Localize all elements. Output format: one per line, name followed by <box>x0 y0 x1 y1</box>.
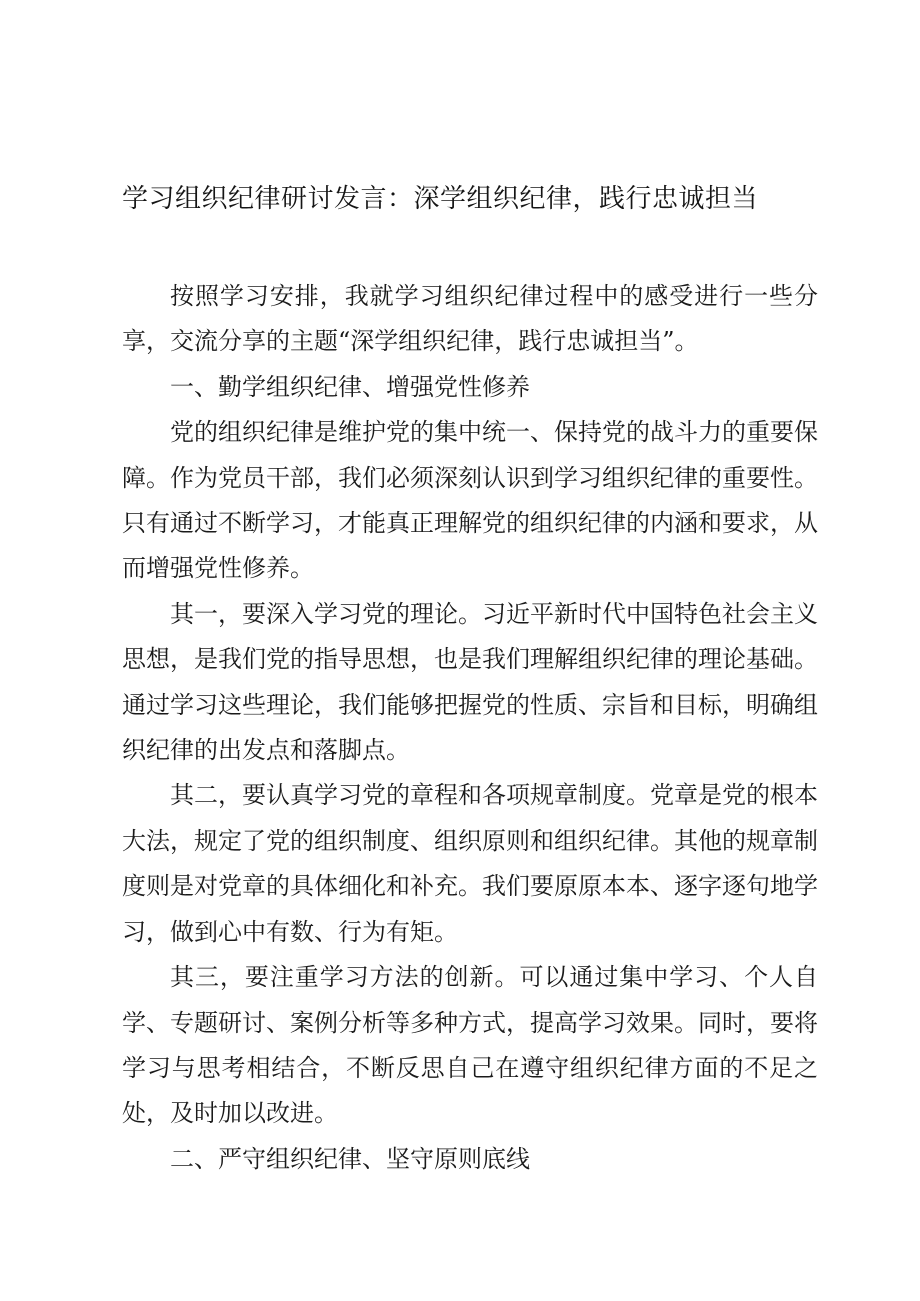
body-paragraph: 其一，要深入学习党的理论。习近平新时代中国特色社会主义思想，是我们党的指导思想，也是我们理解组织纪律的理论基础。通过学习这些理论，我们能够把握党的性质、宗旨和目标，明确组织纪律的出发点和落脚点。 <box>122 599 818 765</box>
section-heading-2: 二、严守组织纪律、坚守原则底线 <box>170 1144 530 1173</box>
body-paragraph: 其三，要注重学习方法的创新。可以通过集中学习、个人自学、专题研讨、案例分析等多种方式，提高学习效果。同时，要将学习与思考相结合，不断反思自己在遵守组织纪律方面的不足之处，及时加以改进。 <box>122 963 818 1128</box>
intro-paragraph: 按照学习安排，我就学习组织纪律过程中的感受进行一些分享，交流分享的主题“深学组织纪律，践行忠诚担当”。 <box>122 282 818 356</box>
body-paragraph: 党的组织纪律是维护党的集中统一、保持党的战斗力的重要保障。作为党员干部，我们必须深刻认识到学习组织纪律的重要性。只有通过不断学习，才能真正理解党的组织纪律的内涵和要求，从而增强党性修养。 <box>122 418 818 583</box>
document-title: 学习组织纪律研讨发言：深学组织纪律，践行忠诚担当 <box>122 184 759 214</box>
section-heading-1: 一、勤学组织纪律、增强党性修养 <box>170 372 530 401</box>
document-body <box>122 274 818 1182</box>
body-paragraph: 其二，要认真学习党的章程和各项规章制度。党章是党的根本大法，规定了党的组织制度、组织原则和组织纪律。其他的规章制度则是对党章的具体细化和补充。我们要原原本本、逐字逐句地学习，做到心中有数、行为有矩。 <box>122 781 818 946</box>
